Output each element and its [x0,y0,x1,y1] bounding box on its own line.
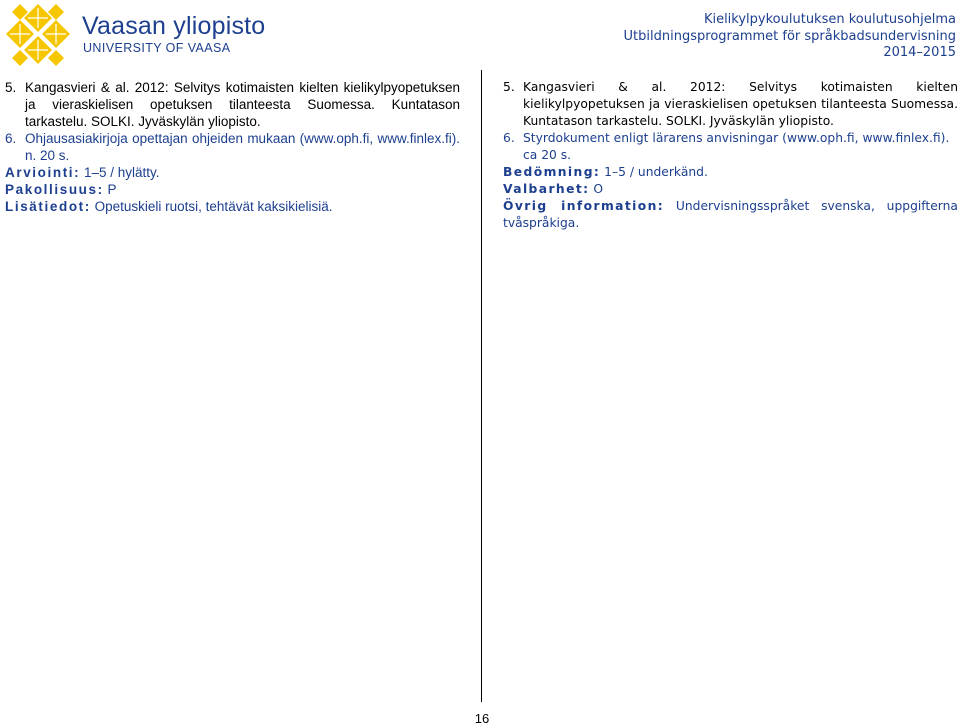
extra-info-value: Opetuskieli ruotsi, tehtävät kaksikielisiä. [94,199,333,214]
item-text: Styrdokument enligt lärarens anvisningar (www.oph.fi, www.finlex.fi). ca 20 s. [523,131,950,162]
item-number: 5. [5,80,17,95]
page-number: 16 [474,711,490,726]
program-title-sv: Utbildningsprogrammet för språkbadsundervisning [623,28,956,44]
compulsory-field [503,181,958,198]
university-logo-icon [2,2,74,70]
item-number: 5. [503,80,515,94]
reference-item [503,79,958,130]
compulsory-value: O [593,182,604,196]
compulsory-value: P [107,182,117,197]
program-header [624,12,956,62]
reference-item [5,130,460,164]
left-column [5,79,460,215]
item-number: 6. [5,131,17,146]
brand-subtitle: UNIVERSITY OF VAASA [83,41,231,55]
item-text: Kangasvieri & al. 2012: Selvitys kotimaisten kielten kielikylpyopetuksen ja vieraskielisen opetuksen tilanteesta Suomessa. Kuntatason tarkastelu. SOLKI. Jyväskylän yliopisto. [523,80,958,128]
item-text: Kangasvieri & al. 2012: Selvitys kotimaisten kielten kielikylpyopetuksen ja vieraskielisen opetuksen tilanteesta Suomessa. Kuntatason tarkastelu. SOLKI. Jyväskylän yliopisto. [25,80,460,129]
compulsory-label: Valbarhet: [503,182,590,196]
grading-field [503,164,958,181]
academic-years: 2014–2015 [883,45,956,60]
extra-info-label: Övrig information: [503,199,665,213]
extra-info-label: Lisätiedot: [5,199,91,214]
grading-field [5,164,460,181]
item-number: 6. [503,131,515,145]
extra-info-field [5,198,460,215]
right-column [503,79,958,232]
compulsory-label: Pakollisuus: [5,182,104,197]
extra-info-value: Undervisningsspråket svenska, uppgifterna tvåspråkiga. [503,199,958,230]
compulsory-field [5,181,460,198]
reference-item [5,79,460,130]
item-text: Ohjausasiakirjoja opettajan ohjeiden mukaan (www.oph.fi, www.finlex.fi). n. 20 s. [25,131,460,163]
extra-info-field [503,198,958,232]
grading-value: 1–5 / hylätty. [84,165,160,180]
grading-label: Arviointi: [5,165,81,180]
grading-value: 1–5 / underkänd. [604,165,708,179]
program-title-fi: Kielikylpykoulutuksen koulutusohjelma [703,12,956,27]
grading-label: Bedömning: [503,165,601,179]
brand-name: Vaasan yliopisto [82,12,266,40]
column-divider [481,70,482,702]
reference-item [503,130,958,164]
